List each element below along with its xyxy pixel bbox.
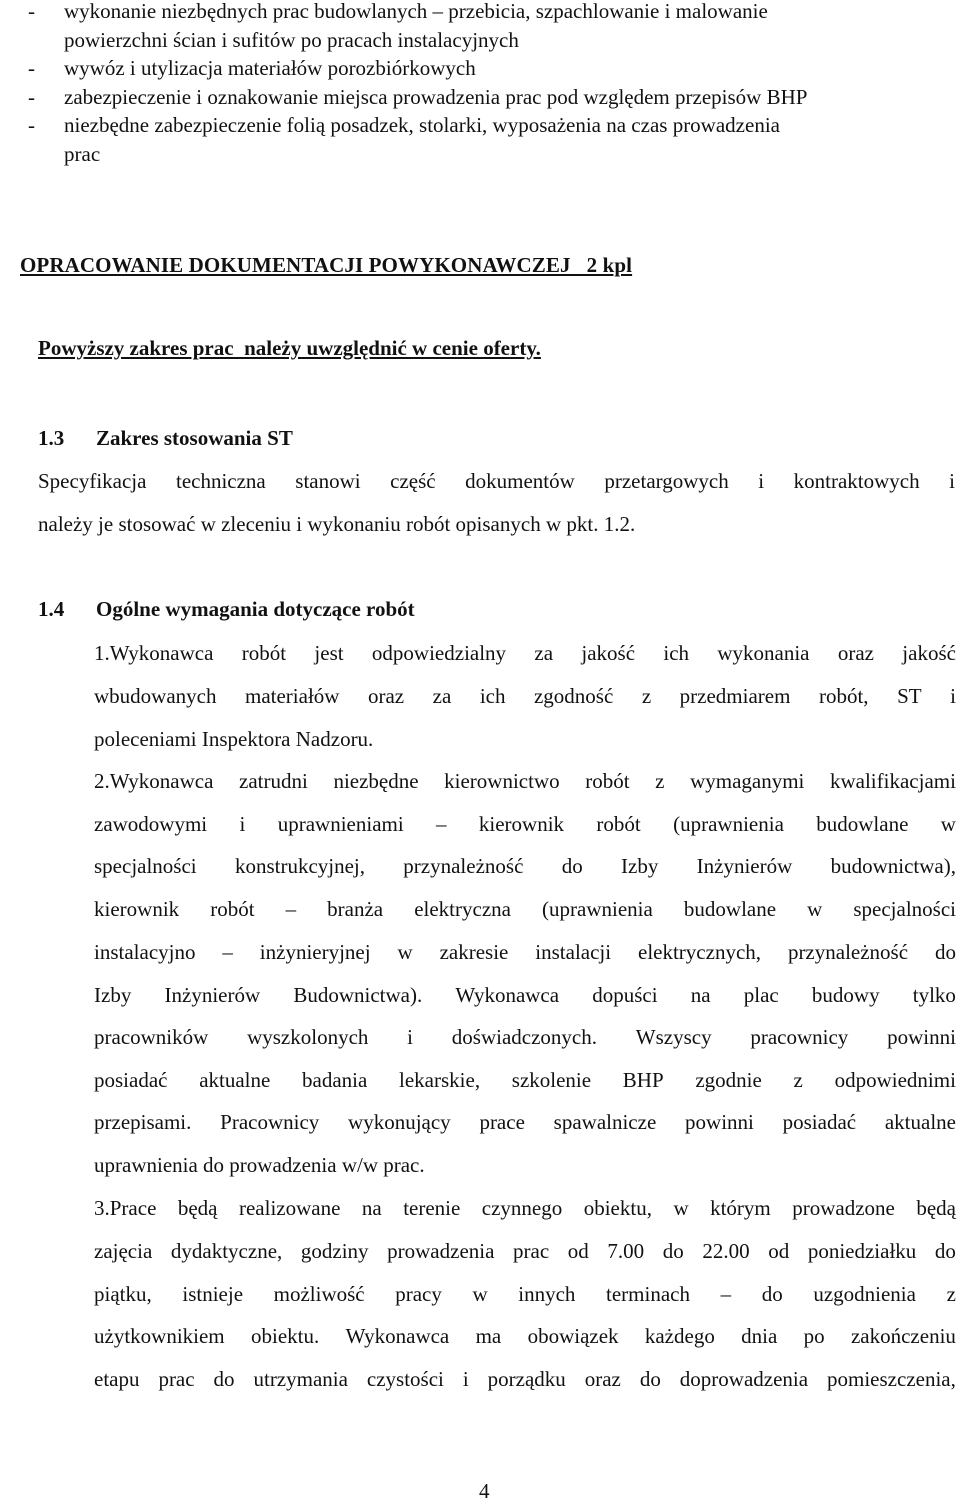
word: będą	[916, 1196, 956, 1220]
paragraph-line-justified	[94, 812, 956, 837]
word: oraz	[584, 1367, 621, 1391]
paragraph-line-justified	[94, 641, 956, 666]
word: zgodnie	[695, 1068, 762, 1092]
word: Wykonawca	[455, 983, 560, 1007]
bullet-line: wykonanie niezbędnych prac budowlanych – przebicia, szpachlowanie i malowanie	[64, 0, 768, 23]
word: prac	[158, 1367, 195, 1391]
word: aktualne	[884, 1110, 956, 1134]
bullet-dash: -	[28, 0, 35, 23]
bullet-line: powierzchni ścian i sufitów po pracach instalacyjnych	[64, 27, 519, 52]
word: wymaganymi	[690, 769, 805, 793]
word: obiektu.	[250, 1324, 320, 1348]
word: i	[758, 469, 765, 493]
word: porządku	[487, 1367, 566, 1391]
word: –	[436, 812, 447, 836]
scope-bullet-list	[28, 0, 948, 169]
word: budowlane	[683, 897, 777, 921]
word: zatrudni	[239, 769, 308, 793]
word: czystości	[366, 1367, 444, 1391]
bullet-line: niezbędne zabezpieczenie folią posadzek, stolarki, wyposażenia na czas prowadzenia	[64, 113, 780, 138]
word: część	[390, 469, 436, 493]
word: poniedziałku	[807, 1239, 917, 1263]
word: prowadzenia	[387, 1239, 495, 1263]
paragraph-line-justified	[94, 897, 956, 922]
word: wbudowanych	[94, 684, 217, 708]
word: (uprawnienia	[542, 897, 653, 921]
word: budownictwa),	[830, 854, 956, 878]
word: w	[472, 1282, 488, 1306]
word: kwalifikacjami	[829, 769, 956, 793]
word: na	[361, 1196, 382, 1220]
word: branża	[327, 897, 384, 921]
word: w	[940, 812, 956, 836]
word: jakość	[902, 641, 956, 665]
word: etapu	[94, 1367, 140, 1391]
word: zakończeniu	[850, 1324, 956, 1348]
paragraph-line-justified	[94, 1025, 956, 1050]
bullet-dash: -	[28, 56, 35, 81]
paragraph-line-justified	[94, 684, 956, 709]
word: robót	[241, 641, 287, 665]
bullet-item	[28, 54, 948, 83]
word: prace	[479, 1110, 525, 1134]
word: wyszkolonych	[247, 1025, 369, 1049]
word: Specyfikacja	[38, 469, 147, 493]
word: kierownik	[478, 812, 565, 836]
bullet-line: zabezpieczenie i oznakowanie miejsca prowadzenia prac pod względem przepisów BHP	[64, 84, 808, 109]
word: Wszyscy	[635, 1025, 712, 1049]
word: pracowników	[94, 1025, 209, 1049]
paragraph-line: uprawnienia do prowadzenia w/w prac.	[94, 1153, 425, 1177]
section-number: 1.3	[38, 426, 65, 450]
word: instalacji	[535, 940, 612, 964]
paragraph-line-justified	[38, 469, 955, 494]
word: i	[407, 1025, 414, 1049]
word: kontraktowych	[793, 469, 920, 493]
paragraph-line-justified	[94, 1239, 956, 1264]
word: ich	[663, 641, 690, 665]
section-number: 1.4	[38, 597, 65, 621]
word: plac	[743, 983, 779, 1007]
paragraph-line: należy je stosować w zleceniu i wykonaniu robót opisanych w pkt. 1.2.	[38, 512, 636, 536]
word: doświadczonych.	[451, 1025, 597, 1049]
paragraph-line-justified	[94, 1196, 956, 1221]
word: spawalnicze	[553, 1110, 657, 1134]
word: –	[285, 897, 297, 921]
word: z	[655, 769, 665, 793]
word: za	[432, 684, 452, 708]
word: od	[567, 1239, 589, 1263]
section-title: Ogólne wymagania dotyczące robót	[96, 597, 415, 621]
word: istnieje	[182, 1282, 244, 1306]
word: lekarskie,	[399, 1068, 481, 1092]
word: elektryczna	[414, 897, 511, 921]
bullet-item	[28, 111, 948, 168]
word: techniczna	[175, 469, 266, 493]
word: –	[222, 940, 233, 964]
page-number: 4	[479, 1479, 490, 1503]
word: i	[462, 1367, 469, 1391]
word: utrzymania	[253, 1367, 348, 1391]
word: z	[641, 684, 652, 708]
word: uprawnieniami	[277, 812, 404, 836]
bullet-item	[28, 0, 948, 54]
word: realizowane	[238, 1196, 341, 1220]
word: zgodność	[533, 684, 614, 708]
word: z	[793, 1068, 803, 1092]
word: z	[946, 1282, 956, 1306]
word: pracownicy	[750, 1025, 849, 1049]
word: jest	[314, 641, 344, 665]
word: uzgodnienia	[813, 1282, 916, 1306]
word: powinni	[887, 1025, 956, 1049]
section-heading-1-3	[38, 426, 293, 451]
word: do	[639, 1367, 661, 1391]
word: zajęcia	[94, 1239, 153, 1263]
word: Budownictwa).	[293, 983, 423, 1007]
paragraph-line-justified	[94, 1068, 956, 1093]
word: przepisami.	[94, 1110, 192, 1134]
word: inżynieryjnej	[259, 940, 371, 964]
section-heading-1-4	[38, 597, 415, 622]
word: prowadzone	[792, 1196, 895, 1220]
paragraph-line-justified	[94, 940, 956, 965]
word: (uprawnienia	[673, 812, 784, 836]
word: Izby	[94, 983, 132, 1007]
word: aktualne	[199, 1068, 271, 1092]
word: w	[397, 940, 413, 964]
word: dopuści	[592, 983, 658, 1007]
word: możliwość	[273, 1282, 365, 1306]
word: kierownik	[94, 897, 180, 921]
paragraph-line-justified	[94, 983, 956, 1008]
word: dydaktyczne,	[170, 1239, 283, 1263]
word: robót	[585, 769, 630, 793]
word: badania	[302, 1068, 368, 1092]
paragraph-line-justified	[94, 1282, 956, 1307]
bullet-line: wywóz i utylizacja materiałów porozbiórkowych	[64, 56, 476, 81]
word: jakość	[581, 641, 636, 665]
word: robót	[210, 897, 255, 921]
word: Pracownicy	[220, 1110, 320, 1134]
word: posiadać	[94, 1068, 168, 1092]
word: ma	[475, 1324, 502, 1348]
word: za	[534, 641, 554, 665]
word: posiadać	[782, 1110, 857, 1134]
paragraph-line-justified	[94, 1324, 956, 1349]
word: doprowadzenia	[679, 1367, 809, 1391]
bullet-dash: -	[28, 113, 35, 138]
word: wykonujący	[348, 1110, 451, 1134]
word: 7.00	[607, 1239, 645, 1263]
word: czynnego	[481, 1196, 563, 1220]
word: do	[761, 1282, 783, 1306]
word: do	[934, 940, 956, 964]
paragraph-line: poleceniami Inspektora Nadzoru.	[94, 727, 374, 751]
word: budowy	[811, 983, 880, 1007]
word: dokumentów	[465, 469, 575, 493]
word: na	[690, 983, 711, 1007]
word: od	[768, 1239, 790, 1263]
word: zawodowymi	[94, 812, 208, 836]
word: 22.00	[702, 1239, 750, 1263]
word: po	[803, 1324, 825, 1348]
word: do	[662, 1239, 684, 1263]
word: przedmiarem	[679, 684, 791, 708]
word: w	[807, 897, 823, 921]
word: 1.Wykonawca	[94, 641, 214, 665]
paragraph-line-justified	[94, 769, 956, 794]
word: przynależność	[403, 854, 524, 878]
word: obiektu,	[583, 1196, 652, 1220]
word: terminach	[606, 1282, 690, 1306]
word: innych	[518, 1282, 576, 1306]
word: niezbędne	[333, 769, 419, 793]
paragraph-line-justified	[94, 854, 956, 879]
word: oraz	[367, 684, 405, 708]
word: użytkownikiem	[94, 1324, 225, 1348]
paragraph-line-justified	[94, 1367, 956, 1392]
word: obowiązek	[527, 1324, 619, 1348]
word: Inżynierów	[164, 983, 261, 1007]
word: dnia	[741, 1324, 778, 1348]
word: tylko	[912, 983, 956, 1007]
word: terenie	[403, 1196, 461, 1220]
word: 3.Prace	[94, 1196, 157, 1220]
paragraph-line-justified	[94, 1110, 956, 1135]
word: ich	[479, 684, 506, 708]
word: Izby	[621, 854, 659, 878]
word: BHP	[622, 1068, 664, 1092]
word: instalacyjno	[94, 940, 196, 964]
word: zakresie	[439, 940, 509, 964]
word: przynależność	[787, 940, 909, 964]
word: którym	[710, 1196, 771, 1220]
word: –	[720, 1282, 732, 1306]
word: odpowiedzialny	[371, 641, 507, 665]
word: Wykonawca	[345, 1324, 450, 1348]
word: elektrycznych,	[638, 940, 762, 964]
word: każdego	[644, 1324, 715, 1348]
bullet-dash: -	[28, 84, 35, 109]
section-title: Zakres stosowania ST	[96, 426, 293, 450]
word: oraz	[837, 641, 874, 665]
word: konstrukcyjnej,	[234, 854, 365, 878]
word: piątku,	[94, 1282, 152, 1306]
word: prac	[513, 1239, 550, 1263]
word: Inżynierów	[696, 854, 793, 878]
word: będą	[177, 1196, 218, 1220]
bullet-item	[28, 83, 948, 112]
word: materiałów	[245, 684, 340, 708]
word: pomieszczenia,	[827, 1367, 956, 1391]
word: szkolenie	[511, 1068, 592, 1092]
documentation-heading: OPRACOWANIE DOKUMENTACJI POWYKONAWCZEJ 2 kpl	[20, 253, 633, 277]
word: i	[949, 469, 955, 493]
offer-note: Powyższy zakres prac należy uwzględnić w cenie oferty.	[38, 336, 541, 360]
word: do	[561, 854, 583, 878]
word: do	[934, 1239, 956, 1263]
word: kierownictwo	[444, 769, 560, 793]
word: i	[950, 684, 956, 708]
word: robót	[596, 812, 641, 836]
word: robót,	[818, 684, 869, 708]
word: pracy	[395, 1282, 442, 1306]
word: i	[239, 812, 246, 836]
word: w	[673, 1196, 689, 1220]
word: przetargowych	[604, 469, 729, 493]
word: ST	[897, 684, 922, 708]
word: stanowi	[295, 469, 361, 493]
word: 2.Wykonawca	[94, 769, 214, 793]
word: odpowiednimi	[834, 1068, 956, 1092]
word: specjalności	[853, 897, 956, 921]
word: budowlane	[816, 812, 909, 836]
word: wykonania	[717, 641, 810, 665]
word: godziny	[300, 1239, 369, 1263]
bullet-line: prac	[64, 141, 101, 166]
word: do	[213, 1367, 235, 1391]
word: specjalności	[94, 854, 197, 878]
word: powinni	[685, 1110, 754, 1134]
